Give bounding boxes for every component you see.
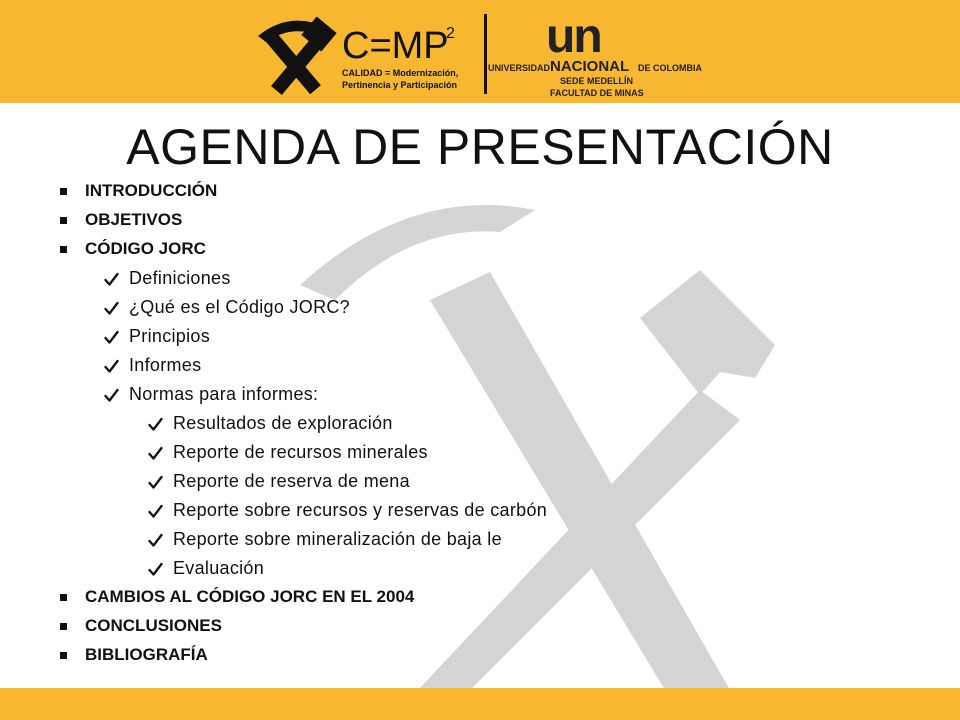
checkmark-icon (148, 532, 163, 547)
cmp2-logo-name: C=MP (342, 25, 449, 67)
agenda-item-label: Reporte de recursos minerales (173, 442, 428, 462)
square-bullet-icon (60, 623, 67, 630)
checkmark-icon (148, 503, 163, 518)
checkmark-icon (148, 416, 163, 431)
un-logo-name: NACIONAL (550, 58, 630, 75)
checkmark-icon (148, 474, 163, 489)
agenda-item-label: OBJETIVOS (85, 210, 183, 229)
checkmark-icon (104, 387, 119, 402)
agenda-item-label: CÓDIGO JORC (85, 239, 206, 258)
agenda-subitem (104, 268, 231, 289)
square-bullet-icon (60, 652, 67, 659)
agenda-subitem (148, 500, 547, 521)
agenda-item-label: Reporte sobre recursos y reservas de carbón (173, 500, 548, 520)
agenda-item-label: Normas para informes: (129, 384, 319, 404)
agenda-item-label: ¿Qué es el Código JORC? (129, 297, 350, 317)
un-logo-line3: FACULTAD DE MINAS (550, 88, 644, 98)
cmp2-logo-superscript: 2 (446, 25, 455, 42)
agenda-subitem (104, 384, 318, 405)
square-bullet-icon (60, 217, 67, 224)
checkmark-icon (104, 300, 119, 315)
agenda-subitem (104, 326, 210, 347)
square-bullet-icon (60, 594, 67, 601)
agenda-item-label: Evaluación (173, 558, 265, 578)
checkmark-icon (104, 329, 119, 344)
footer-band (0, 688, 960, 720)
agenda-item-label: BIBLIOGRAFÍA (85, 645, 208, 664)
agenda-subitem (104, 355, 201, 376)
agenda-item-label: CAMBIOS AL CÓDIGO JORC EN EL 2004 (85, 587, 415, 606)
un-logo-line2: SEDE MEDELLÍN (560, 76, 634, 86)
square-bullet-icon (60, 188, 67, 195)
agenda-item (60, 616, 222, 636)
un-logo-mark: un (546, 10, 601, 63)
agenda-item-label: CONCLUSIONES (85, 616, 222, 635)
agenda-item-label: Reporte sobre mineralización de baja le (173, 529, 502, 549)
agenda-item-label: Resultados de exploración (173, 413, 393, 433)
agenda-subitem (148, 529, 502, 550)
agenda-item-label: Informes (129, 355, 202, 375)
agenda-subitem (148, 442, 428, 463)
agenda-item (60, 645, 208, 665)
agenda-item-label: INTRODUCCIÓN (85, 181, 218, 200)
un-logo-prefix: UNIVERSIDAD (488, 63, 551, 73)
agenda-item (60, 181, 217, 201)
agenda-item-label: Principios (129, 326, 211, 346)
checkmark-icon (148, 561, 163, 576)
agenda-item-label: Reporte de reserva de mena (173, 471, 410, 491)
square-bullet-icon (60, 246, 67, 253)
checkmark-icon (104, 271, 119, 286)
agenda-subitem (148, 558, 264, 579)
agenda-item-label: Definiciones (129, 268, 231, 288)
cmp2-logo-tagline-2: Pertinencia y Participación (342, 80, 458, 90)
agenda-subitem (148, 471, 410, 492)
agenda-subitem (148, 413, 393, 434)
checkmark-icon (148, 445, 163, 460)
agenda-item (60, 587, 414, 607)
checkmark-icon (104, 358, 119, 373)
cmp2-logo-tagline-1: CALIDAD = Modernización, (342, 68, 459, 78)
agenda-item (60, 239, 206, 259)
agenda-subitem (104, 297, 350, 318)
slide-title: AGENDA DE PRESENTACIÓN (126, 119, 834, 175)
agenda-item (60, 210, 182, 230)
un-logo-suffix: DE COLOMBIA (638, 63, 702, 73)
